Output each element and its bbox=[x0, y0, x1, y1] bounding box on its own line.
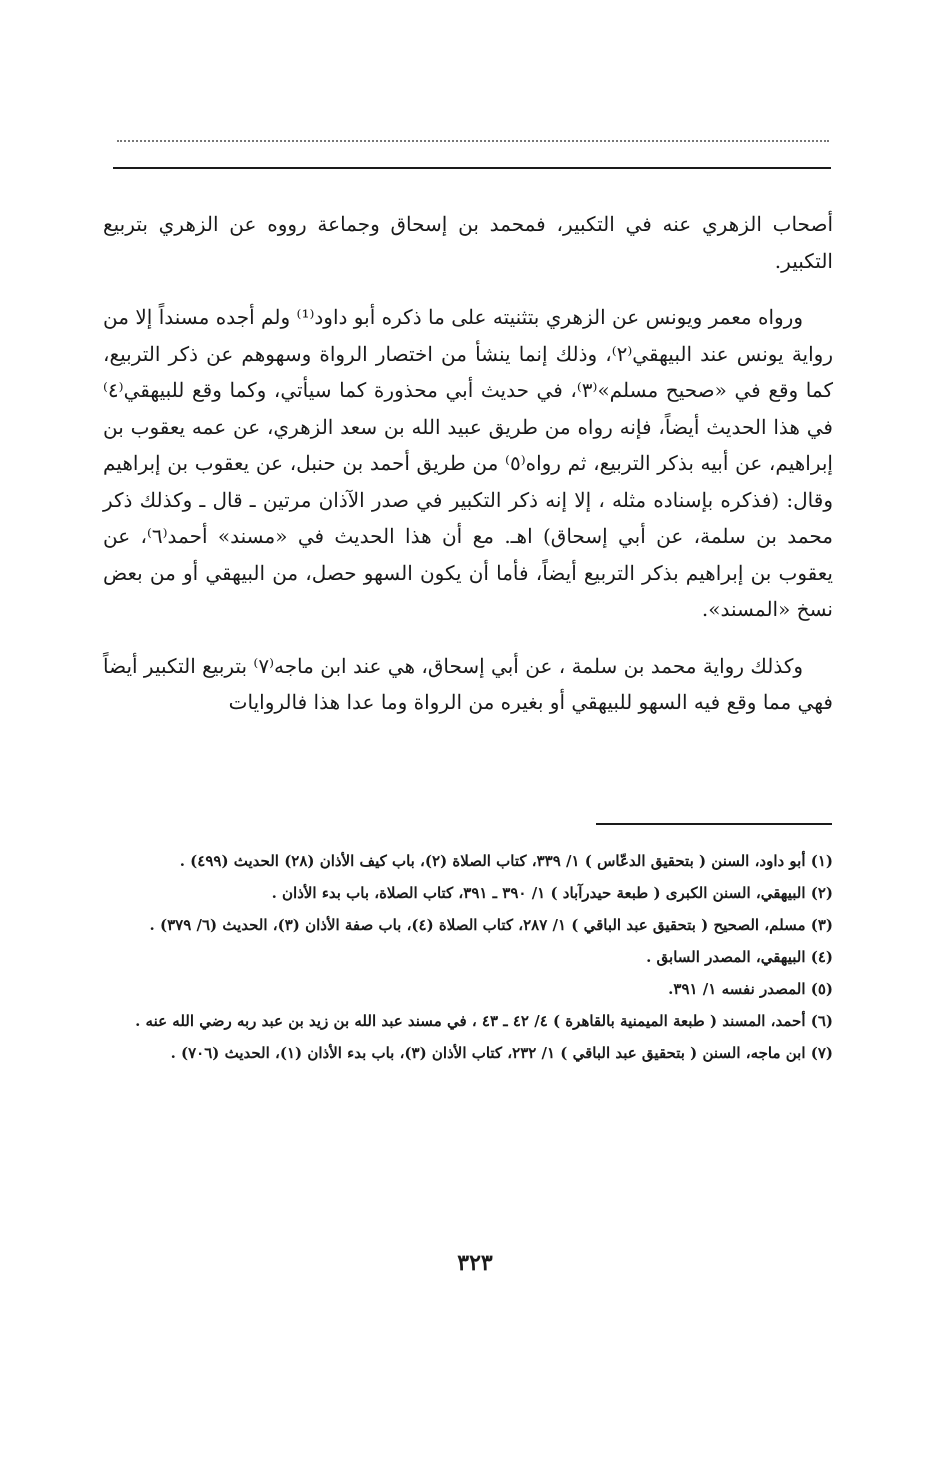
footnote-6: (٦) أحمد، المسند ( طبعة الميمنية بالقاهرة ) ٤/ ٤٢ ـ ٤٣ ، في مسند عبد الله بن زيد بن عبد ربه رضي الله عنه . bbox=[135, 1012, 833, 1030]
body-paragraph-2: ورواه معمر ويونس عن الزهري بتثنيته على ما ذكره أبو داود⁽¹⁾ ولم أجده مسنداً إلا من رواية يونس عند البيهقي⁽٢⁾، وذلك إنما ينشأ من اختصار الرواة وسهوهم عن ذكر التربيع، كما وقع في «صحيح مسلم»⁽٣⁾، في حديث أبي محذورة كما سيأتي، وكما وقع للبيهقي⁽٤⁾ في هذا الحديث أيضاً، فإنه رواه من طريق عبيد الله بن سعد الزهري، عن عمه يعقوب بن إبراهيم، عن أبيه بذكر التربيع، ثم رواه⁽٥⁾ من طريق أحمد بن حنبل، عن يعقوب بن إبراهيم وقال: (فذكره بإسناده مثله ، إلا إنه ذكر التكبير في صدر الآذان مرتين ـ قال ـ وكذلك ذكر محمد بن سلمة، عن أبي إسحاق) اهـ. مع أن هذا الحديث في «مسند» أحمد⁽٦⁾، عن يعقوب بن إبراهيم بذكر التربيع أيضاً، فأما أن يكون السهو حصل، من البيهقي أو من بعض نسخ «المسند». bbox=[103, 305, 833, 621]
main-text bbox=[103, 206, 833, 721]
body-paragraph-3: وكذلك رواية محمد بن سلمة ، عن أبي إسحاق، هي عند ابن ماجه⁽٧⁾ بتربيع التكبير أيضاً فهي مما وقع فيه السهو للبيهقي أو بغيره من الرواة وما عدا هذا فالروايات bbox=[103, 653, 833, 714]
footnote-2: (٢) البيهقي، السنن الكبرى ( طبعة حيدرآباد ) ١/ ٣٩٠ ـ ٣٩١، كتاب الصلاة، باب بدء الأذان . bbox=[271, 884, 833, 902]
footnote-separator bbox=[596, 823, 832, 825]
footnotes bbox=[106, 847, 833, 1071]
footnote-5: (٥) المصدر نفسه ١/ ٣٩١. bbox=[668, 980, 833, 998]
page-number: ٣٢٣ bbox=[457, 1250, 493, 1276]
footnote-1: (١) أبو داود، السنن ( بتحقيق الدعّاس ) ١/ ٣٣٩، كتاب الصلاة (٢)، باب كيف الأذان (٢٨) الحديث (٤٩٩) . bbox=[179, 852, 833, 870]
header-dotted-rule bbox=[117, 140, 829, 142]
footnote-7: (٧) ابن ماجه، السنن ( بتحقيق عبد الباقي ) ١/ ٢٣٢، كتاب الأذان (٣)، باب بدء الأذان (١)، الحديث (٧٠٦) . bbox=[170, 1044, 833, 1062]
footnote-3: (٣) مسلم، الصحيح ( بتحقيق عبد الباقي ) ١/ ٢٨٧، كتاب الصلاة (٤)، باب صفة الأذان (٣)، الحديث (٦/ ٣٧٩) . bbox=[149, 916, 833, 934]
body-paragraph-1: أصحاب الزهري عنه في التكبير، فمحمد بن إسحاق وجماعة رووه عن الزهري بتربيع التكبير. bbox=[103, 212, 833, 273]
header-solid-rule bbox=[113, 167, 831, 169]
footnote-4: (٤) البيهقي، المصدر السابق . bbox=[646, 948, 833, 966]
